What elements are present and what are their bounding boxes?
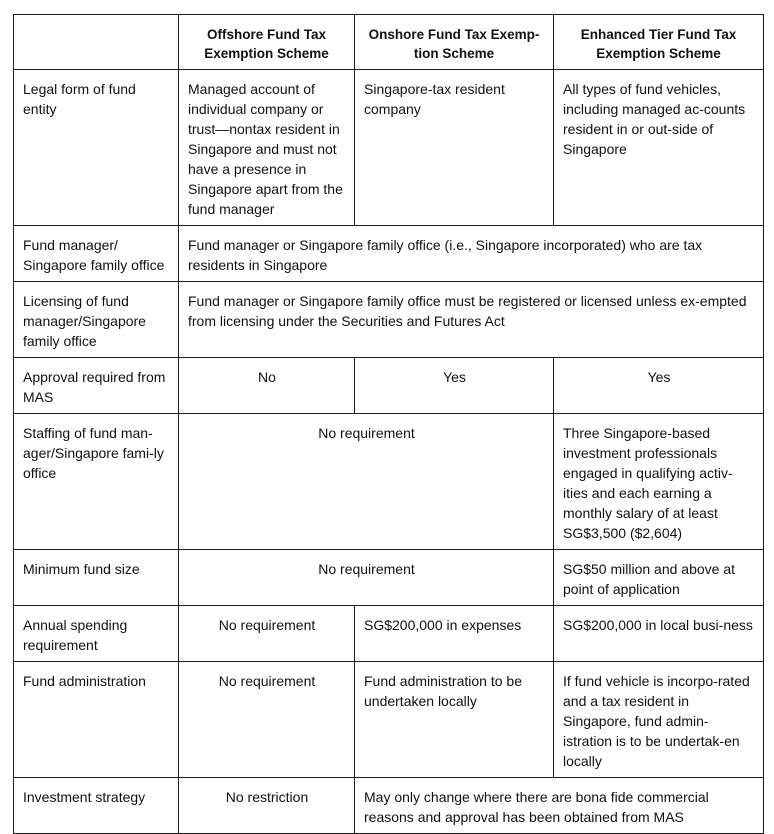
row-label: Legal form of fund entity (14, 70, 179, 226)
table-row (14, 358, 764, 414)
table-row (14, 778, 764, 834)
header-empty (14, 15, 179, 70)
fund-tax-exemption-table (13, 14, 764, 834)
row-label: Fund manager/ Singapore family office (14, 226, 179, 282)
row-label: Annual spending requirement (14, 606, 179, 662)
header-onshore: Onshore Fund Tax Exemp-tion Scheme (355, 15, 554, 70)
cell-offshore-onshore: No requirement (179, 550, 554, 606)
cell-offshore: No requirement (179, 662, 355, 778)
row-label: Licensing of fund manager/Singapore family office (14, 282, 179, 358)
table-row (14, 662, 764, 778)
cell-enhanced: If fund vehicle is incorpo-rated and a tax resident in Singapore, fund admin-istration is to be undertak-en locally (554, 662, 764, 778)
table-row (14, 226, 764, 282)
cell-onshore: SG$200,000 in expenses (355, 606, 554, 662)
cell-offshore: No restriction (179, 778, 355, 834)
header-row (14, 15, 764, 70)
cell-onshore-enhanced: May only change where there are bona fide commercial reasons and approval has been obtained from MAS (355, 778, 764, 834)
row-label: Staffing of fund man-ager/Singapore fami-ly office (14, 414, 179, 550)
cell-onshore: Singapore-tax resident company (355, 70, 554, 226)
cell-offshore: Managed account of individual company or trust—nontax resident in Singapore and must not have a presence in Singapore apart from the fund manager (179, 70, 355, 226)
row-label: Investment strategy (14, 778, 179, 834)
cell-offshore-onshore: No requirement (179, 414, 554, 550)
table-row (14, 70, 764, 226)
table-row (14, 414, 764, 550)
cell-offshore: No requirement (179, 606, 355, 662)
table-row (14, 550, 764, 606)
header-offshore: Offshore Fund Tax Exemption Scheme (179, 15, 355, 70)
cell-enhanced: SG$50 million and above at point of application (554, 550, 764, 606)
table-row (14, 282, 764, 358)
cell-merged: Fund manager or Singapore family office must be registered or licensed unless ex-empted from licensing under the Securities and Futures Act (179, 282, 764, 358)
header-enhanced: Enhanced Tier Fund Tax Exemption Scheme (554, 15, 764, 70)
cell-onshore: Yes (355, 358, 554, 414)
cell-offshore: No (179, 358, 355, 414)
row-label: Minimum fund size (14, 550, 179, 606)
cell-merged: Fund manager or Singapore family office (i.e., Singapore incorporated) who are tax residents in Singapore (179, 226, 764, 282)
fund-comparison-table-container (13, 14, 764, 834)
row-label: Approval required from MAS (14, 358, 179, 414)
cell-enhanced: All types of fund vehicles, including managed ac-counts resident in or out-side of Singapore (554, 70, 764, 226)
cell-enhanced: Yes (554, 358, 764, 414)
cell-enhanced: SG$200,000 in local busi-ness (554, 606, 764, 662)
cell-onshore: Fund administration to be undertaken locally (355, 662, 554, 778)
row-label: Fund administration (14, 662, 179, 778)
cell-enhanced: Three Singapore-based investment professionals engaged in qualifying activ-ities and each earning a monthly salary of at least SG$3,500 ($2,604) (554, 414, 764, 550)
table-row (14, 606, 764, 662)
